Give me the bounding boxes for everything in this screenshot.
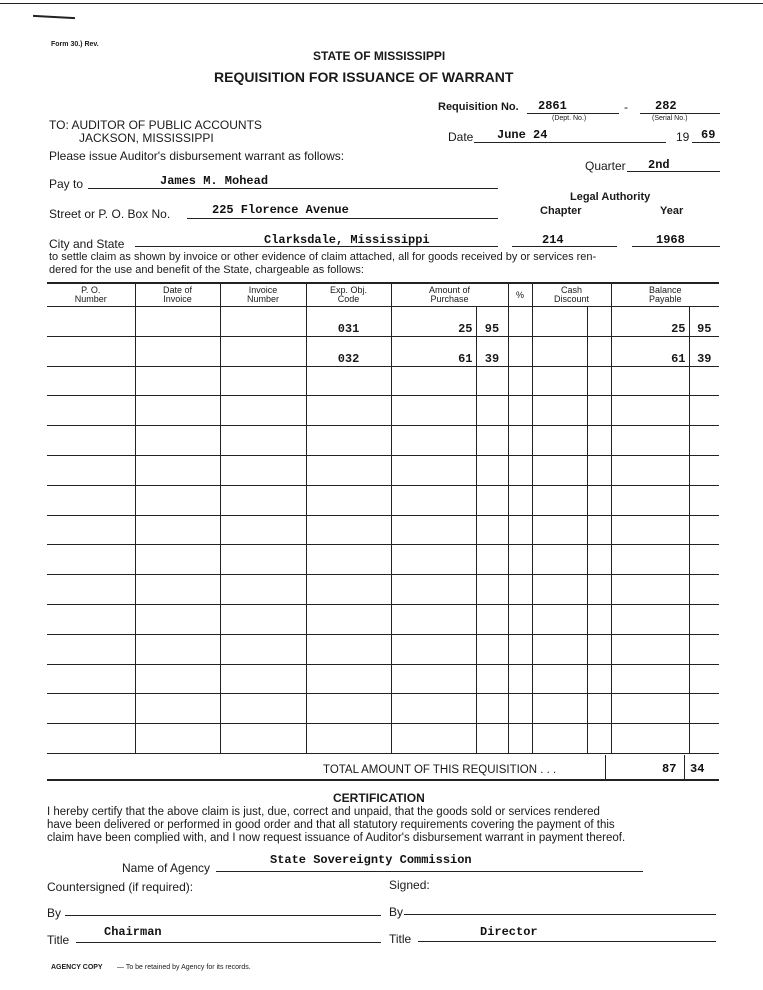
invoice-date-cell — [135, 575, 220, 605]
cash-discount-cents-cell — [587, 515, 611, 545]
serial-number-caption: (Serial No.) — [652, 115, 688, 122]
invoice-date-cell — [135, 485, 220, 515]
amount-cents-cell — [476, 634, 508, 664]
invoice-date-cell — [135, 426, 220, 456]
balance-dollars-cell: 61 — [611, 336, 689, 366]
invoice-number-cell — [220, 545, 306, 575]
balance-dollars-cell — [611, 694, 689, 724]
date-value: June 24 — [497, 128, 548, 142]
balance-dollars-cell — [611, 426, 689, 456]
dept-number-caption: (Dept. No.) — [552, 115, 587, 122]
pay-to-label: Pay to — [49, 177, 84, 191]
chapter-line — [512, 246, 617, 247]
dept-number-line — [527, 113, 619, 114]
invoice-number-cell — [220, 694, 306, 724]
exp-obj-code-cell: 031 — [306, 307, 391, 337]
cash-discount-cents-cell — [587, 545, 611, 575]
cash-discount-cents-cell — [587, 307, 611, 337]
po-number-cell — [47, 336, 135, 366]
total-divider-2 — [684, 755, 685, 781]
invoice-date-cell — [135, 366, 220, 396]
invoice-date-cell — [135, 515, 220, 545]
cash-discount-cell — [532, 664, 587, 694]
serial-number: 282 — [655, 99, 677, 113]
cash-discount-cents-cell — [587, 664, 611, 694]
authority-year-label: Year — [660, 205, 684, 217]
cash-discount-cents-cell — [587, 455, 611, 485]
po-number-cell — [47, 307, 135, 337]
col-balance-payable: Balance Payable — [611, 284, 719, 307]
balance-dollars-cell — [611, 545, 689, 575]
certification-line-2: have been delivered or performed in good order and that all statutory requirements covering the payment of this — [47, 819, 615, 831]
balance-dollars-cell — [611, 724, 689, 754]
pay-to-value: James M. Mohead — [160, 174, 269, 188]
cash-discount-cell — [532, 485, 587, 515]
balance-cents-cell — [689, 426, 719, 456]
cash-discount-cents-cell — [587, 604, 611, 634]
balance-cents-cell — [689, 396, 719, 426]
total-divider-1 — [605, 755, 606, 781]
cash-discount-cents-cell — [587, 634, 611, 664]
invoice-date-cell — [135, 455, 220, 485]
po-number-cell — [47, 634, 135, 664]
exp-obj-code-cell — [306, 604, 391, 634]
invoice-date-cell — [135, 694, 220, 724]
year-prefix: 19 — [676, 130, 690, 144]
exp-obj-code-cell — [306, 634, 391, 664]
po-number-cell — [47, 366, 135, 396]
year-value: 69 — [701, 128, 716, 142]
po-number-cell — [47, 515, 135, 545]
agency-line — [216, 871, 643, 872]
city-label: City and State — [49, 237, 125, 251]
cash-discount-cents-cell — [587, 426, 611, 456]
balance-cents-cell — [689, 724, 719, 754]
invoice-number-cell — [220, 307, 306, 337]
certification-line-1: I hereby certify that the above claim is just, due, correct and unpaid, that the goods sold or services rendered — [47, 806, 600, 818]
invoice-number-cell — [220, 455, 306, 485]
table-row — [47, 336, 719, 366]
cash-discount-cell — [532, 575, 587, 605]
invoice-number-cell — [220, 724, 306, 754]
balance-dollars-cell — [611, 634, 689, 664]
table-row — [47, 634, 719, 664]
invoice-number-cell — [220, 426, 306, 456]
balance-dollars-cell — [611, 575, 689, 605]
col-percent: % — [508, 284, 532, 307]
amount-cents-cell: 95 — [476, 307, 508, 337]
exp-obj-code-cell — [306, 664, 391, 694]
by-line-left — [65, 915, 381, 916]
balance-cents-cell — [689, 515, 719, 545]
form-title: REQUISITION FOR ISSUANCE OF WARRANT — [214, 69, 514, 85]
dept-number: 2861 — [538, 99, 567, 113]
balance-cents-cell — [689, 575, 719, 605]
col-date-of-invoice: Date of Invoice — [135, 284, 220, 307]
invoice-date-cell — [135, 545, 220, 575]
settle-text-1: to settle claim as shown by invoice or other evidence of claim attached, all for goods received by or services ren- — [49, 251, 597, 263]
city-value: Clarksdale, Mississippi — [264, 233, 430, 247]
street-label: Street or P. O. Box No. — [49, 207, 171, 221]
balance-cents-cell: 95 — [689, 307, 719, 337]
table-header-row — [47, 284, 719, 307]
balance-dollars-cell — [611, 396, 689, 426]
cash-discount-cents-cell — [587, 694, 611, 724]
cash-discount-cell — [532, 604, 587, 634]
po-number-cell — [47, 724, 135, 754]
amount-cents-cell — [476, 455, 508, 485]
invoice-number-cell — [220, 664, 306, 694]
signed-label: Signed: — [389, 878, 430, 892]
invoice-number-cell — [220, 485, 306, 515]
amount-cents-cell — [476, 515, 508, 545]
invoice-number-cell — [220, 396, 306, 426]
requisition-dash: - — [624, 100, 628, 114]
table-row — [47, 366, 719, 396]
exp-obj-code-cell — [306, 426, 391, 456]
total-top-rule — [47, 779, 719, 781]
amount-cents-cell — [476, 366, 508, 396]
balance-cents-cell — [689, 485, 719, 515]
percent-cell — [508, 515, 532, 545]
balance-dollars-cell — [611, 604, 689, 634]
amount-dollars-cell — [391, 545, 476, 575]
po-number-cell — [47, 396, 135, 426]
amount-cents-cell — [476, 575, 508, 605]
table-row — [47, 307, 719, 337]
street-line — [187, 218, 498, 219]
percent-cell — [508, 575, 532, 605]
invoice-number-cell — [220, 604, 306, 634]
cash-discount-cents-cell — [587, 366, 611, 396]
col-exp-obj-code: Exp. Obj. Code — [306, 284, 391, 307]
amount-dollars-cell — [391, 634, 476, 664]
balance-dollars-cell — [611, 664, 689, 694]
col-invoice-number: Invoice Number — [220, 284, 306, 307]
percent-cell — [508, 545, 532, 575]
table-row — [47, 396, 719, 426]
chapter-value: 214 — [542, 233, 564, 247]
percent-cell — [508, 694, 532, 724]
percent-cell — [508, 485, 532, 515]
cash-discount-cell — [532, 545, 587, 575]
table-row — [47, 455, 719, 485]
amount-dollars-cell — [391, 694, 476, 724]
agency-value: State Sovereignty Commission — [270, 853, 472, 867]
percent-cell — [508, 366, 532, 396]
title-label-right: Title — [389, 932, 412, 946]
amount-cents-cell: 39 — [476, 336, 508, 366]
cash-discount-cents-cell — [587, 396, 611, 426]
percent-cell — [508, 307, 532, 337]
table-row — [47, 724, 719, 754]
po-number-cell — [47, 545, 135, 575]
exp-obj-code-cell: 032 — [306, 336, 391, 366]
amount-dollars-cell — [391, 664, 476, 694]
total-dollars: 87 — [662, 762, 677, 776]
percent-cell — [508, 396, 532, 426]
amount-dollars-cell: 61 — [391, 336, 476, 366]
cash-discount-cell — [532, 396, 587, 426]
amount-dollars-cell — [391, 426, 476, 456]
cash-discount-cell — [532, 307, 587, 337]
table-row — [47, 664, 719, 694]
title-line-right — [418, 941, 716, 942]
invoice-date-cell — [135, 307, 220, 337]
certification-line-3: claim have been complied with, and I now request issuance of Auditor's disbursement warrant in payment thereof. — [47, 832, 626, 844]
percent-cell — [508, 426, 532, 456]
street-value: 225 Florence Avenue — [212, 203, 349, 217]
exp-obj-code-cell — [306, 366, 391, 396]
cash-discount-cell — [532, 515, 587, 545]
percent-cell — [508, 336, 532, 366]
amount-dollars-cell — [391, 396, 476, 426]
exp-obj-code-cell — [306, 455, 391, 485]
by-label-right: By — [389, 905, 404, 919]
po-number-cell — [47, 664, 135, 694]
cash-discount-cents-cell — [587, 336, 611, 366]
exp-obj-code-cell — [306, 485, 391, 515]
table-row — [47, 485, 719, 515]
amount-dollars-cell — [391, 575, 476, 605]
balance-cents-cell — [689, 694, 719, 724]
balance-dollars-cell — [611, 455, 689, 485]
balance-cents-cell — [689, 366, 719, 396]
title-value-left: Chairman — [104, 925, 162, 939]
date-line — [474, 142, 666, 143]
cash-discount-cell — [532, 694, 587, 724]
exp-obj-code-cell — [306, 575, 391, 605]
balance-cents-cell — [689, 604, 719, 634]
title-line-left — [76, 942, 381, 943]
percent-cell — [508, 724, 532, 754]
top-rule — [0, 3, 763, 4]
countersigned-label: Countersigned (if required): — [47, 880, 194, 894]
amount-dollars-cell — [391, 455, 476, 485]
amount-cents-cell — [476, 545, 508, 575]
charges-table — [47, 284, 719, 754]
serial-number-line — [640, 113, 720, 114]
cash-discount-cell — [532, 366, 587, 396]
invoice-date-cell — [135, 396, 220, 426]
balance-cents-cell — [689, 664, 719, 694]
date-label: Date — [448, 130, 474, 144]
cash-discount-cell — [532, 724, 587, 754]
quarter-line — [627, 171, 720, 172]
chapter-label: Chapter — [540, 205, 582, 217]
by-label-left: By — [47, 906, 62, 920]
footer-copy-text: — To be retained by Agency for its records. — [117, 964, 251, 971]
amount-cents-cell — [476, 694, 508, 724]
cash-discount-cell — [532, 426, 587, 456]
invoice-date-cell — [135, 724, 220, 754]
amount-dollars-cell — [391, 485, 476, 515]
addressee-line-2: JACKSON, MISSISSIPPI — [79, 131, 214, 145]
po-number-cell — [47, 455, 135, 485]
amount-cents-cell — [476, 664, 508, 694]
authority-year-value: 1968 — [656, 233, 685, 247]
po-number-cell — [47, 575, 135, 605]
authority-year-line — [632, 246, 720, 247]
balance-cents-cell — [689, 634, 719, 664]
invoice-number-cell — [220, 515, 306, 545]
amount-dollars-cell: 25 — [391, 307, 476, 337]
legal-authority-heading: Legal Authority — [570, 191, 651, 203]
agency-label: Name of Agency — [122, 861, 211, 875]
amount-cents-cell — [476, 426, 508, 456]
percent-cell — [508, 604, 532, 634]
po-number-cell — [47, 426, 135, 456]
state-heading: STATE OF MISSISSIPPI — [313, 49, 446, 63]
by-line-right — [404, 914, 716, 915]
invoice-date-cell — [135, 634, 220, 664]
balance-cents-cell — [689, 455, 719, 485]
invoice-number-cell — [220, 575, 306, 605]
table-row — [47, 515, 719, 545]
cash-discount-cents-cell — [587, 724, 611, 754]
amount-dollars-cell — [391, 366, 476, 396]
invoice-date-cell — [135, 604, 220, 634]
city-line — [135, 246, 498, 247]
percent-cell — [508, 634, 532, 664]
percent-cell — [508, 664, 532, 694]
quarter-label: Quarter — [585, 159, 626, 173]
cash-discount-cell — [532, 455, 587, 485]
amount-cents-cell — [476, 396, 508, 426]
balance-dollars-cell: 25 — [611, 307, 689, 337]
invoice-number-cell — [220, 336, 306, 366]
balance-cents-cell — [689, 545, 719, 575]
title-value-right: Director — [480, 925, 538, 939]
cash-discount-cents-cell — [587, 575, 611, 605]
invoice-number-cell — [220, 634, 306, 664]
total-cents: 34 — [690, 762, 705, 776]
balance-dollars-cell — [611, 515, 689, 545]
exp-obj-code-cell — [306, 396, 391, 426]
form-number: Form 30.) Rev. — [51, 41, 99, 48]
instruction-text: Please issue Auditor's disbursement warrant as follows: — [49, 149, 345, 163]
exp-obj-code-cell — [306, 515, 391, 545]
col-po-number: P. O. Number — [47, 284, 135, 307]
amount-cents-cell — [476, 724, 508, 754]
table-row — [47, 575, 719, 605]
title-label-left: Title — [47, 933, 70, 947]
settle-text-2: dered for the use and benefit of the State, chargeable as follows: — [49, 264, 364, 276]
percent-cell — [508, 455, 532, 485]
quarter-value: 2nd — [648, 158, 670, 172]
cash-discount-cell — [532, 336, 587, 366]
exp-obj-code-cell — [306, 545, 391, 575]
corner-mark — [33, 15, 75, 19]
amount-cents-cell — [476, 485, 508, 515]
invoice-date-cell — [135, 664, 220, 694]
total-label: TOTAL AMOUNT OF THIS REQUISITION . . . — [323, 764, 557, 776]
po-number-cell — [47, 485, 135, 515]
exp-obj-code-cell — [306, 694, 391, 724]
po-number-cell — [47, 604, 135, 634]
amount-dollars-cell — [391, 724, 476, 754]
certification-heading: CERTIFICATION — [333, 791, 425, 805]
addressee-line-1: TO: AUDITOR OF PUBLIC ACCOUNTS — [49, 118, 262, 132]
requisition-label: Requisition No. — [438, 101, 519, 113]
balance-dollars-cell — [611, 485, 689, 515]
balance-dollars-cell — [611, 366, 689, 396]
invoice-number-cell — [220, 366, 306, 396]
balance-cents-cell: 39 — [689, 336, 719, 366]
po-number-cell — [47, 694, 135, 724]
amount-cents-cell — [476, 604, 508, 634]
exp-obj-code-cell — [306, 724, 391, 754]
footer-copy-label: AGENCY COPY — [51, 964, 103, 971]
invoice-date-cell — [135, 336, 220, 366]
table-row — [47, 694, 719, 724]
table-row — [47, 545, 719, 575]
pay-to-line — [88, 188, 498, 189]
col-amount-of-purchase: Amount of Purchase — [391, 284, 508, 307]
cash-discount-cell — [532, 634, 587, 664]
cash-discount-cents-cell — [587, 485, 611, 515]
year-line — [692, 142, 720, 143]
col-cash-discount: Cash Discount — [532, 284, 611, 307]
amount-dollars-cell — [391, 515, 476, 545]
amount-dollars-cell — [391, 604, 476, 634]
table-row — [47, 426, 719, 456]
table-row — [47, 604, 719, 634]
